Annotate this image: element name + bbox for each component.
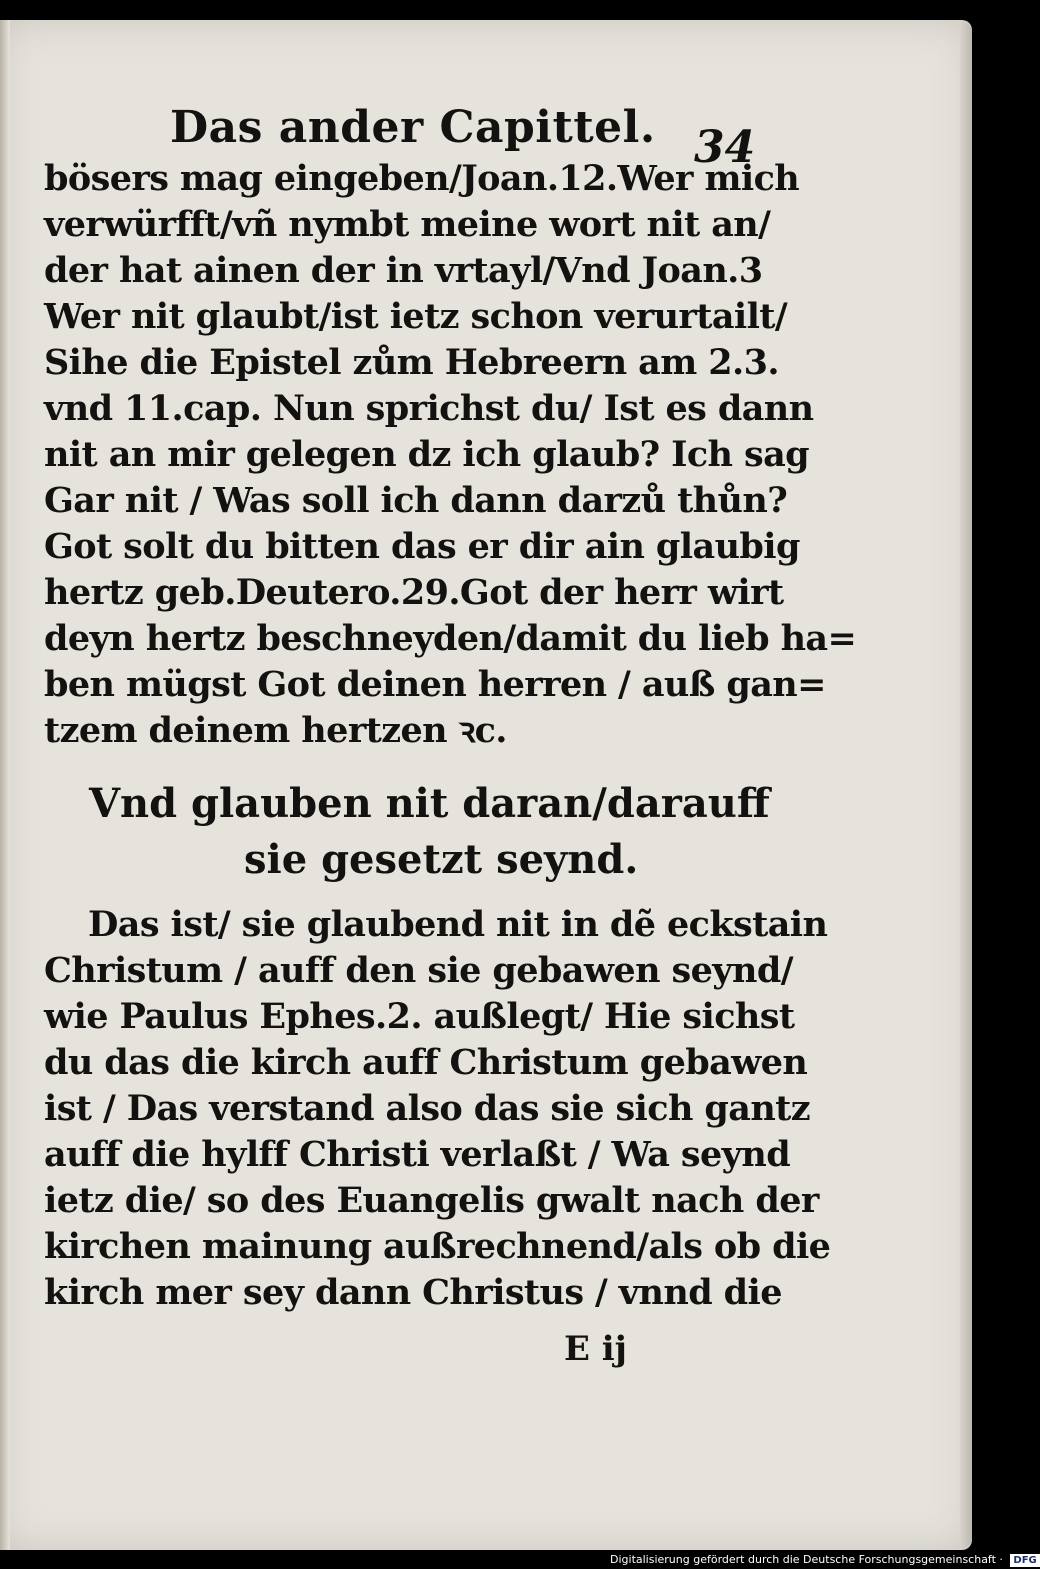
paragraph-1 <box>44 156 857 754</box>
page-text-block <box>44 92 857 1372</box>
text-line: ist / Das verstand also das sie sich gantz <box>44 1088 811 1129</box>
dfg-logo: DFG <box>1010 1554 1039 1567</box>
section-heading-line: sie gesetzt seynd. <box>244 836 639 883</box>
text-line: verwürfft/vñ nymbt meine wort nit an/ <box>44 204 771 245</box>
text-line: tzem deinem hertzen ꝛc. <box>44 710 507 751</box>
running-head-title: Das ander Capittel. <box>170 102 656 153</box>
text-line: vnd 11.cap. Nun sprichst du/ Ist es dann <box>44 388 814 429</box>
section-heading-line: Vnd glauben nit daran/darauff <box>89 780 770 827</box>
text-line: ietz die/ so des Euangelis gwalt nach der <box>44 1180 819 1221</box>
text-line: bösers mag eingeben/Joan.12.Wer mich <box>44 158 800 199</box>
text-line: wie Paulus Ephes.2. außlegt/ Hie sichst <box>44 996 795 1037</box>
section-heading <box>44 776 770 888</box>
text-line: auff die hylff Christi verlaßt / Wa seynd <box>44 1134 791 1175</box>
text-line: Sihe die Epistel zům Hebreern am 2.3. <box>44 342 779 383</box>
text-line: hertz geb.Deutero.29.Got der herr wirt <box>44 572 784 613</box>
paragraph-2 <box>44 902 831 1316</box>
digitization-credit <box>610 1550 1037 1569</box>
text-line: deyn hertz beschneyden/damit du lieb ha= <box>44 618 857 659</box>
text-line: ben mügst Got deinen herren / auß gan= <box>44 664 826 705</box>
folio-number: 34 <box>694 122 756 173</box>
page-fore-edge <box>960 22 972 1548</box>
page-gutter-shadow <box>0 20 10 1550</box>
text-line: du das die kirch auff Christum gebawen <box>44 1042 808 1083</box>
text-line: der hat ainen der in vrtayl/Vnd Joan.3 <box>44 250 763 291</box>
running-head <box>44 92 764 173</box>
text-line: Christum / auff den sie gebawen seynd/ <box>44 950 793 991</box>
text-line: nit an mir gelegen dz ich glaub? Ich sag <box>44 434 810 475</box>
signature-mark: E ij <box>564 1329 627 1369</box>
text-line: kirch mer sey dann Christus / vnnd die <box>44 1272 782 1313</box>
text-line: Gar nit / Was soll ich dann darzů thůn? <box>44 480 788 521</box>
credit-text: Digitalisierung gefördert durch die Deutsche Forschungsgemeinschaft · <box>610 1553 1003 1566</box>
text-line: Got solt du bitten das er dir ain glaubig <box>44 526 800 567</box>
text-line: kirchen mainung außrechnend/als ob die <box>44 1226 831 1267</box>
text-line: Das ist/ sie glaubend nit in dẽ eckstain <box>88 904 828 945</box>
text-line: Wer nit glaubt/ist ietz schon verurtailt/ <box>44 296 788 337</box>
